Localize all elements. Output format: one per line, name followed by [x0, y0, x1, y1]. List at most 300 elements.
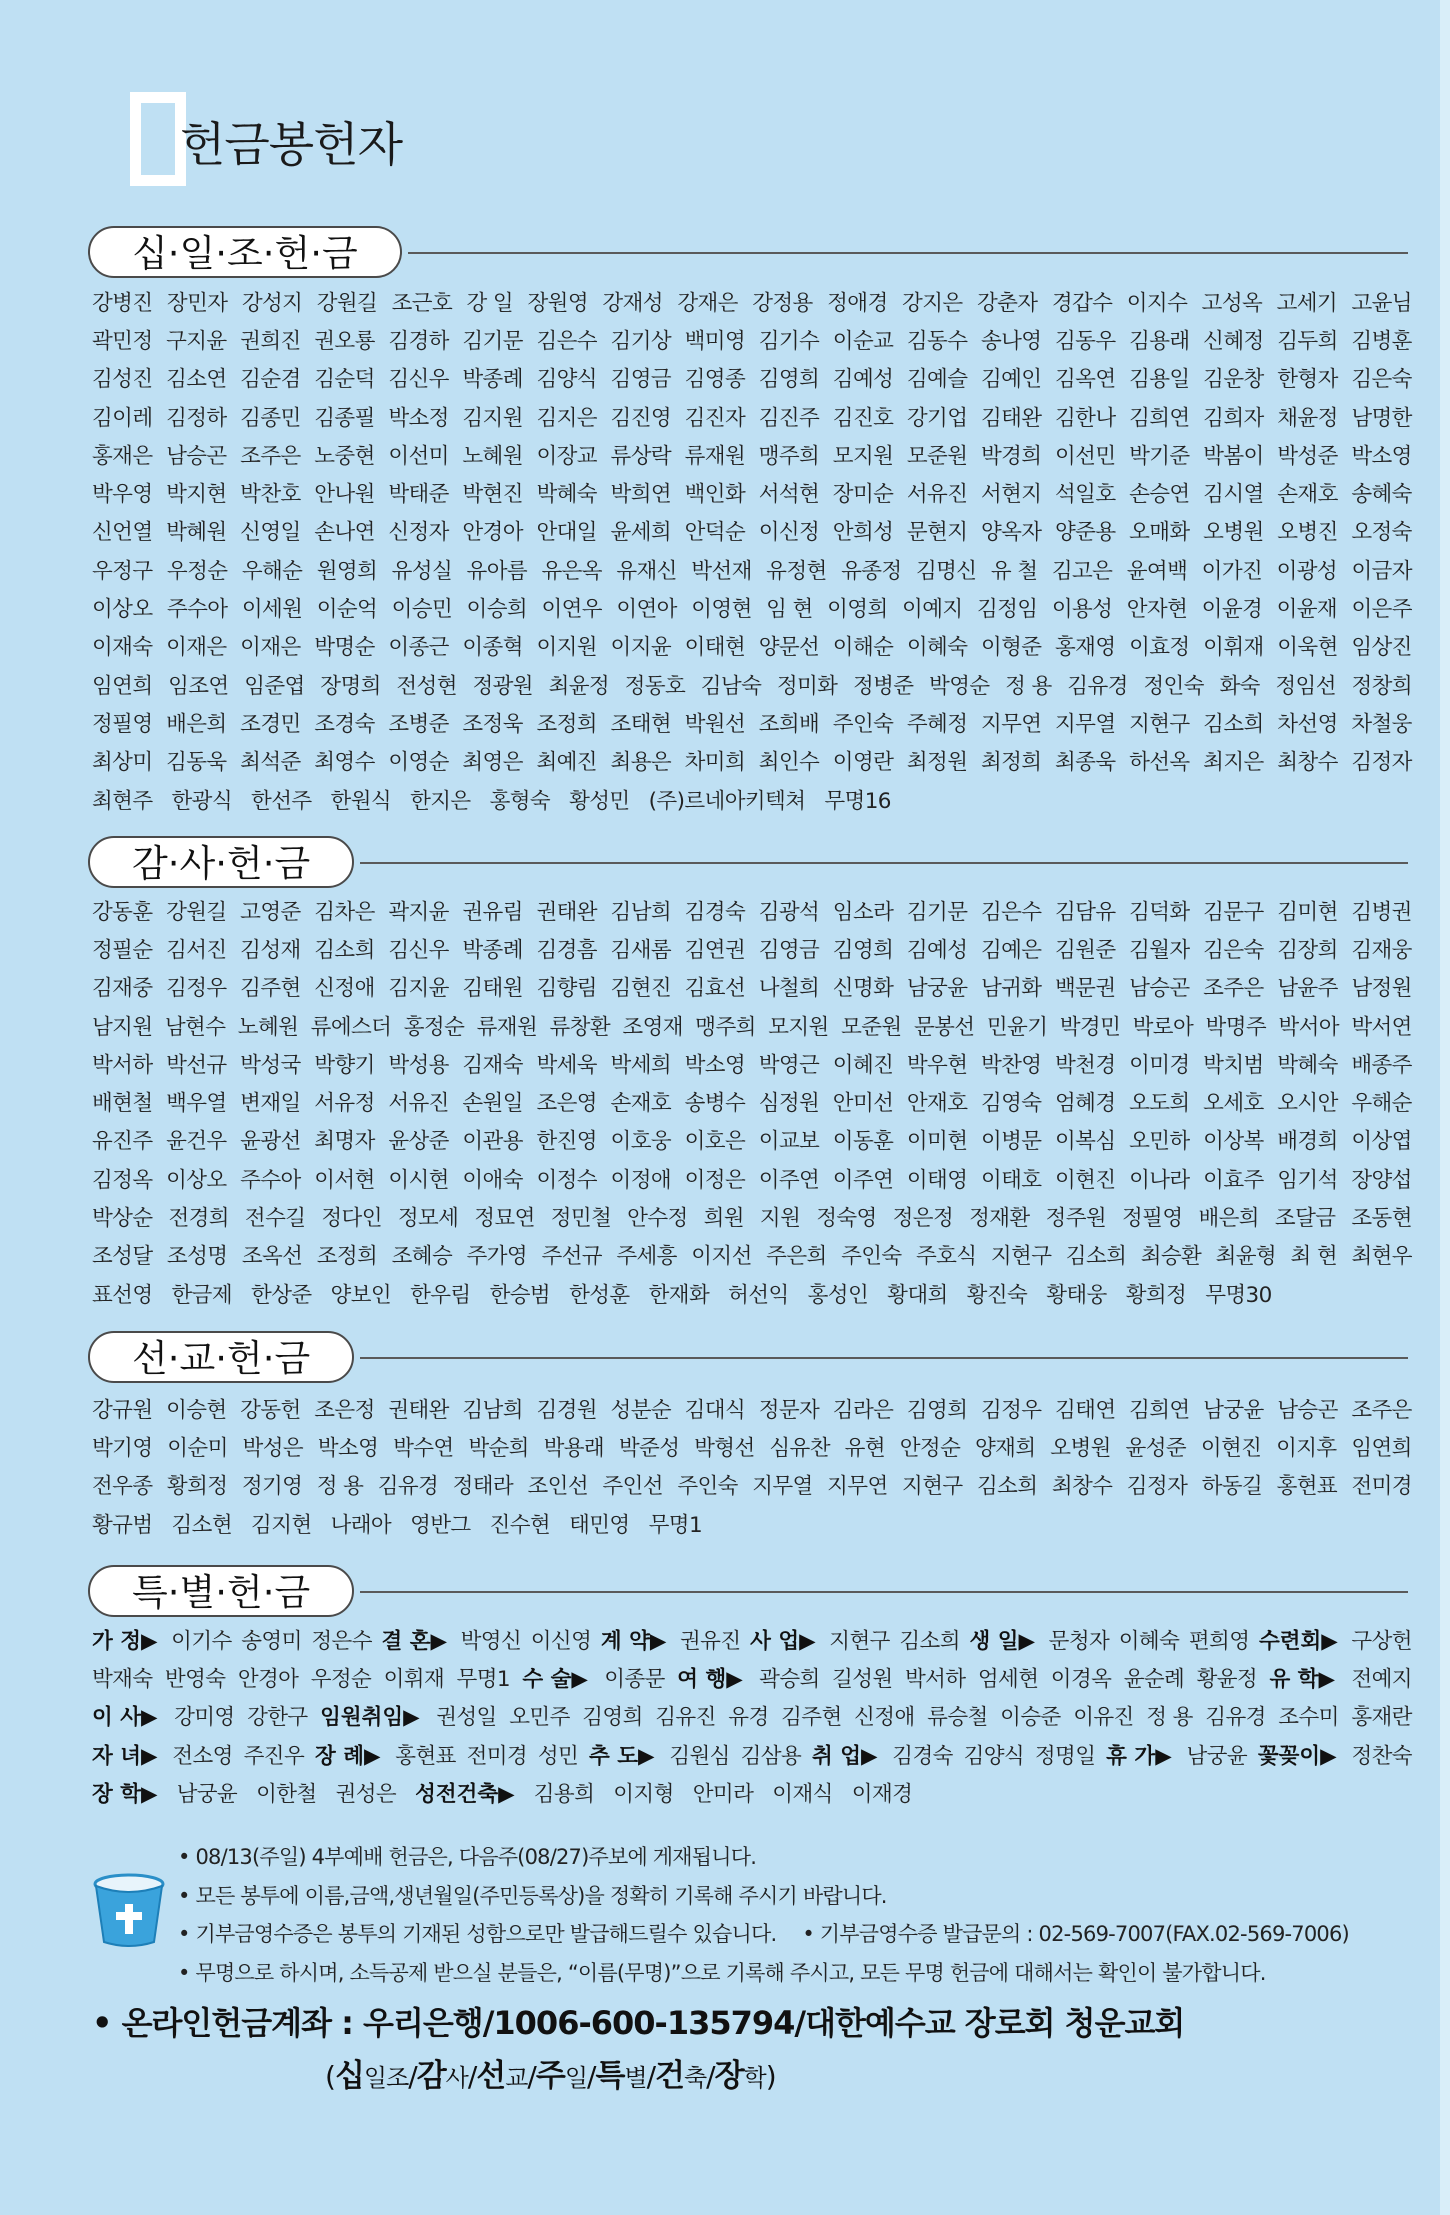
donor-name: 황윤정: [1196, 1666, 1258, 1692]
donor-name: 박선규: [166, 1052, 227, 1078]
donor-name: 변재일: [240, 1091, 301, 1117]
donor-name: 이경옥: [1050, 1666, 1112, 1692]
donor-name: 양문선: [758, 635, 820, 661]
donor-name: 이지형: [613, 1781, 674, 1807]
donor-name: 이효주: [1203, 1167, 1264, 1193]
donor-name: 김태원: [462, 976, 523, 1002]
donor-name: 표선영: [92, 1282, 153, 1308]
offering-type-rest: 축: [683, 2064, 707, 2092]
donor-name: 안자현: [1126, 597, 1188, 623]
donor-name: 정찬숙: [1351, 1743, 1412, 1769]
donor-name: 김주현: [240, 976, 301, 1002]
donor-name: 김영희: [758, 367, 820, 393]
donor-name: 문봉선: [913, 1014, 975, 1040]
donor-name: 조경민: [240, 711, 301, 737]
donor-name: 안나원: [314, 482, 375, 508]
donor-name: 주인선: [602, 1474, 663, 1500]
section-header-thanks: [88, 836, 1408, 890]
donor-name: 주수아: [240, 1167, 301, 1193]
donor-name: 강성지: [241, 290, 303, 316]
donor-name: 나래아: [330, 1512, 392, 1538]
donor-name: 서유진: [906, 482, 968, 508]
donor-name: 유현: [844, 1435, 885, 1461]
donor-name: 박기영: [92, 1435, 153, 1461]
donor-name: 임 현: [766, 597, 813, 623]
donor-name: 박명주: [1205, 1014, 1267, 1040]
donor-name: 권유림: [462, 899, 523, 925]
donor-name: 김정하: [166, 405, 227, 431]
donor-name: 안정순: [899, 1435, 961, 1461]
donor-name: 유진주: [92, 1129, 153, 1155]
name-row: [92, 780, 1412, 818]
donor-name: 손승연: [1129, 482, 1190, 508]
donor-name: 박세희: [610, 1052, 672, 1078]
donor-name: 김진호: [832, 405, 894, 431]
name-row: [92, 1427, 1412, 1465]
donor-name: 안대일: [536, 520, 597, 546]
donor-name: 전예지: [1351, 1666, 1412, 1692]
offering-type-rest: 사: [445, 2064, 468, 2092]
donor-name: 이장교: [536, 443, 597, 469]
donor-name: 김영금: [758, 937, 820, 963]
donor-name: 김소희: [314, 937, 375, 963]
donor-name: 김용희: [533, 1781, 595, 1807]
donor-name: 박세욱: [536, 1052, 597, 1078]
donor-name: 노혜원: [237, 1014, 299, 1040]
donor-name: 전수길: [244, 1206, 306, 1232]
donor-name: 김효선: [684, 976, 746, 1002]
donor-name: 경갑수: [1051, 290, 1113, 316]
donor-name: 고성옥: [1201, 290, 1263, 316]
donor-name: 한상준: [251, 1282, 312, 1308]
name-row: [92, 1082, 1412, 1120]
donor-name: 이순억: [316, 597, 378, 623]
donor-name: 이신정: [758, 520, 820, 546]
donor-name: 권유진: [680, 1628, 741, 1654]
section-divider: [360, 862, 1408, 864]
name-row: [92, 1504, 1412, 1542]
donor-name: 김영종: [684, 367, 746, 393]
donor-name: 김동욱: [166, 750, 227, 776]
donor-name: 민윤기: [986, 1014, 1048, 1040]
donor-name: 이상복: [1203, 1129, 1264, 1155]
donor-name: 송병수: [684, 1091, 746, 1117]
donor-name: 정임선: [1275, 673, 1336, 699]
donor-name: 최현주: [92, 788, 153, 814]
name-row: [92, 1006, 1412, 1044]
donor-name: 윤세희: [610, 520, 672, 546]
donor-name: 노중현: [314, 443, 375, 469]
offering-category-label: 성전건축▶: [415, 1781, 515, 1807]
donor-name: 정 용: [316, 1474, 364, 1500]
donor-name: 이동훈: [832, 1129, 894, 1155]
donor-name: 임상진: [1351, 635, 1412, 661]
offering-type-initial: 감: [416, 2058, 446, 2094]
donor-name: 이종문: [604, 1666, 665, 1692]
offering-category-label: 이 사▶: [92, 1705, 158, 1731]
donor-name: 지현구: [990, 1244, 1052, 1270]
donor-name: 정태라: [452, 1474, 514, 1500]
donor-name: 박서하: [904, 1666, 966, 1692]
donor-name: 최창수: [1277, 750, 1338, 776]
donor-name: 김지윤: [388, 976, 449, 1002]
donor-name: 박형선: [694, 1435, 755, 1461]
donor-name: (주)르네아키텍쳐: [648, 788, 806, 814]
name-row: [92, 1274, 1412, 1312]
donor-name: 박봄이: [1203, 443, 1264, 469]
donor-name: 김미현: [1277, 899, 1338, 925]
donor-name: 지무열: [1055, 711, 1116, 737]
donor-name: 박지현: [166, 482, 227, 508]
donor-name: 남궁윤: [1186, 1743, 1248, 1769]
donor-name: 신정애: [314, 976, 375, 1002]
donor-name: 박소영: [1351, 443, 1412, 469]
donor-name: 조인선: [527, 1474, 589, 1500]
offering-category-label: 임원취임▶: [320, 1705, 420, 1731]
donor-name: 김지현: [251, 1512, 312, 1538]
donor-name: 안경아: [237, 1666, 299, 1692]
donor-name: 최영은: [462, 750, 523, 776]
donor-name: 문청자: [1048, 1628, 1110, 1654]
donor-name: 김재웅: [1351, 937, 1412, 963]
donor-name: 박선재: [691, 558, 752, 584]
donor-name: 김양식: [963, 1743, 1025, 1769]
donor-name: 박우영: [92, 482, 153, 508]
donor-name: 한성훈: [569, 1282, 630, 1308]
donor-name: 백우열: [166, 1091, 227, 1117]
donor-name: 윤순례: [1123, 1666, 1185, 1692]
offering-type-rest: 교: [505, 2064, 528, 2092]
donor-name: 조희배: [758, 711, 820, 737]
donor-name: 박희연: [610, 482, 672, 508]
name-row: [92, 891, 1412, 929]
name-row: [92, 703, 1412, 741]
donor-name: 정필영: [92, 711, 153, 737]
donor-name: 김소연: [166, 367, 227, 393]
donor-name: 김정우: [980, 1397, 1042, 1423]
donor-name: 우해순: [1351, 1091, 1412, 1117]
donor-name: 정애경: [827, 290, 888, 316]
donor-name: 이영순: [388, 750, 449, 776]
donor-name: 임조연: [168, 673, 229, 699]
donor-name: 강동헌: [240, 1397, 301, 1423]
donor-name: 전소영: [172, 1743, 233, 1769]
donor-name: 장원영: [527, 290, 589, 316]
donor-name: 김덕화: [1129, 899, 1190, 925]
donor-name: 이효정: [1129, 635, 1190, 661]
donor-name: 이현진: [1200, 1435, 1262, 1461]
donor-name: 김남숙: [700, 673, 762, 699]
offering-category-label: 자 녀▶: [92, 1743, 158, 1769]
donor-name: 홍재은: [92, 443, 153, 469]
donor-name: 태민영: [569, 1512, 630, 1538]
donor-name: 차선영: [1277, 711, 1338, 737]
name-row: [92, 1044, 1412, 1082]
donor-name: 오병원: [1050, 1435, 1111, 1461]
donor-name: 정 용: [1005, 673, 1052, 699]
offering-category-label: 결 혼▶: [381, 1628, 448, 1654]
donor-name: 정명일: [1034, 1743, 1096, 1769]
donor-name: 성민: [537, 1743, 579, 1769]
donor-name: 이혜진: [832, 1052, 894, 1078]
donor-name: 박성국: [240, 1052, 301, 1078]
donor-name: 이태영: [906, 1167, 968, 1193]
donor-name: 김월자: [1129, 937, 1190, 963]
donor-name: 배은희: [1198, 1206, 1259, 1232]
donor-name: 홍재영: [1055, 635, 1116, 661]
donor-name: 이지후: [1276, 1435, 1337, 1461]
donor-name: 권오룡: [314, 328, 375, 354]
donor-name: 유재신: [616, 558, 677, 584]
donor-name: 박기준: [1129, 443, 1190, 469]
donor-name: 홍성인: [807, 1282, 869, 1308]
donor-name: 김대식: [684, 1397, 746, 1423]
donor-name: 김영숙: [980, 1091, 1042, 1117]
donor-name: 신명화: [832, 976, 894, 1002]
donor-name: 김명신: [915, 558, 977, 584]
donor-name: 이혜숙: [1118, 1628, 1180, 1654]
name-row: [92, 1197, 1412, 1235]
donor-name: 유아름: [466, 558, 528, 584]
donor-name: 김장희: [1277, 937, 1338, 963]
donor-name: 김양식: [536, 367, 597, 393]
donor-name: 강규원: [92, 1397, 153, 1423]
donor-name: 이호은: [684, 1129, 746, 1155]
donor-name: 김한나: [1055, 405, 1116, 431]
donor-name: 양보인: [330, 1282, 392, 1308]
donor-name: 강재은: [677, 290, 738, 316]
donor-name: 유성실: [391, 558, 453, 584]
donor-name: 김연권: [684, 937, 746, 963]
donor-name: 한금제: [171, 1282, 233, 1308]
donor-name: 김희연: [1129, 1397, 1190, 1423]
donor-name: 김새롬: [610, 937, 672, 963]
donor-name: 최현우: [1351, 1244, 1412, 1270]
donor-name: 김진자: [684, 405, 746, 431]
mission-name-list: [92, 1389, 1412, 1542]
donor-name: 송나영: [980, 328, 1042, 354]
offering-category-label: 장 례▶: [314, 1743, 381, 1769]
donor-name: 권태완: [536, 899, 597, 925]
donor-name: 희원: [703, 1206, 744, 1232]
donor-name: 박소영: [684, 1052, 746, 1078]
offering-category-label: 계 약▶: [600, 1628, 667, 1654]
donor-name: 박향기: [314, 1052, 375, 1078]
donor-name: 이선미: [388, 443, 449, 469]
donor-name: 남정원: [1351, 976, 1412, 1002]
donor-name: 이나라: [1129, 1167, 1190, 1193]
donor-name: 강원길: [316, 290, 378, 316]
donor-name: 이영란: [832, 750, 894, 776]
donor-name: 김소희: [1203, 711, 1264, 737]
donor-name: 주인숙: [841, 1244, 902, 1270]
donor-name: 신정자: [388, 520, 449, 546]
donor-name: 김희연: [1129, 405, 1190, 431]
donor-name: 김이레: [92, 405, 153, 431]
donor-name: 한형자: [1277, 367, 1338, 393]
name-row: [92, 742, 1412, 780]
donor-name: 손원일: [462, 1091, 523, 1117]
donor-name: 김순덕: [314, 367, 375, 393]
donor-name: 박천경: [1055, 1052, 1116, 1078]
donor-name: 이주연: [832, 1167, 894, 1193]
donor-name: 이태호: [980, 1167, 1042, 1193]
donor-name: 조동현: [1351, 1206, 1412, 1232]
donor-name: 김정옥: [92, 1167, 153, 1193]
donor-name: 권태완: [388, 1397, 449, 1423]
donor-name: 김주현: [781, 1705, 842, 1731]
donor-name: 이지원: [536, 635, 597, 661]
donor-name: 이해순: [832, 635, 894, 661]
donor-name: 배은희: [166, 711, 227, 737]
donor-name: 이승준: [1000, 1705, 1061, 1731]
donor-name: 박소정: [388, 405, 449, 431]
donor-name: 강한구: [247, 1705, 308, 1731]
donor-name: 최명자: [314, 1129, 375, 1155]
donor-name: 백문권: [1055, 976, 1116, 1002]
donor-name: 남귀화: [980, 976, 1042, 1002]
donor-name: 이종혁: [462, 635, 523, 661]
donor-name: 황규범: [92, 1512, 153, 1538]
donor-name: 조태현: [610, 711, 672, 737]
name-row: [92, 435, 1412, 473]
donor-name: 김예성: [832, 367, 894, 393]
donor-name: 주혜정: [906, 711, 968, 737]
donor-name: 이순교: [832, 328, 894, 354]
donor-name: 심정원: [758, 1091, 820, 1117]
donor-name: 박혜숙: [536, 482, 597, 508]
donor-name: 박순희: [468, 1435, 529, 1461]
donor-name: 이욱현: [1277, 635, 1338, 661]
donor-name: 손재호: [610, 1091, 672, 1117]
donor-name: 고영준: [240, 899, 301, 925]
donor-name: 남승곤: [166, 443, 227, 469]
name-row: [92, 929, 1412, 967]
name-row: [92, 1620, 1412, 1658]
donor-name: 황성민: [569, 788, 630, 814]
donor-name: 박서연: [1351, 1014, 1412, 1040]
donor-name: 우정순: [310, 1666, 372, 1692]
donor-name: 손나연: [314, 520, 375, 546]
donor-name: 이정애: [610, 1167, 672, 1193]
donor-name: 황진숙: [966, 1282, 1028, 1308]
donor-name: 송영미: [241, 1628, 302, 1654]
donor-name: 김기문: [906, 899, 968, 925]
donor-name: 한원식: [330, 788, 392, 814]
donor-name: 이승민: [391, 597, 453, 623]
donor-name: 박준성: [618, 1435, 680, 1461]
donor-name: 김병훈: [1351, 328, 1412, 354]
donor-name: 주세흥: [616, 1244, 677, 1270]
donor-name: 김원심: [669, 1743, 730, 1769]
donor-name: 조성명: [166, 1244, 228, 1270]
donor-name: 장미순: [832, 482, 894, 508]
donor-name: 조수미: [1278, 1705, 1339, 1731]
donor-name: 조성달: [92, 1244, 153, 1270]
donor-name: 정광원: [472, 673, 533, 699]
donor-name: 남현수: [164, 1014, 226, 1040]
donor-name: 박경민: [1059, 1014, 1121, 1040]
account-offering-types: (십일조/감사/선교/주일/특별/건축/장학): [325, 2058, 776, 2094]
donor-name: 성분순: [610, 1397, 672, 1423]
offering-type-rest: 일조: [363, 2064, 409, 2092]
donor-name: 정은수: [311, 1628, 372, 1654]
donor-name: 이예지: [902, 597, 963, 623]
donor-name: 안미선: [832, 1091, 894, 1117]
name-row: [92, 1466, 1412, 1504]
donor-name: 양준용: [1055, 520, 1116, 546]
donor-name: 화숙: [1219, 673, 1260, 699]
section-header-tithe: [88, 226, 1408, 280]
donor-name: 박종례: [462, 367, 523, 393]
donor-name: 김진주: [758, 405, 820, 431]
donor-name: 윤건우: [166, 1129, 227, 1155]
donor-name: 김예성: [906, 937, 968, 963]
notice-item: • 기부금영수증은 봉투의 기재된 성함으로만 발급해드릴수 있습니다.: [178, 1922, 777, 1946]
donor-name: 남윤주: [1277, 976, 1338, 1002]
donor-name: 정묘연: [474, 1206, 535, 1232]
donor-name: 박용래: [543, 1435, 605, 1461]
donor-name: 김희자: [1203, 405, 1264, 431]
donor-name: 김예인: [980, 367, 1042, 393]
donor-name: 이지윤: [610, 635, 672, 661]
donor-name: 한선주: [251, 788, 312, 814]
donor-name: 강 일: [466, 290, 514, 316]
donor-name: 박로아: [1132, 1014, 1194, 1040]
donor-name: 강지은: [902, 290, 963, 316]
donor-name: 김정임: [976, 597, 1038, 623]
offering-type-initial: 건: [655, 2058, 684, 2094]
donor-name: 이병문: [980, 1129, 1042, 1155]
offering-category-label: 꽃꽂이▶: [1257, 1743, 1337, 1769]
donor-name: 박치범: [1203, 1052, 1264, 1078]
donor-name: 조영재: [622, 1014, 683, 1040]
donor-name: 조주은: [1351, 1397, 1412, 1423]
donor-name: 이금자: [1351, 558, 1412, 584]
donor-name: 오도희: [1129, 1091, 1190, 1117]
donor-name: 남궁윤: [906, 976, 968, 1002]
donor-name: 윤성준: [1125, 1435, 1187, 1461]
donor-name: 김종필: [314, 405, 375, 431]
donor-name: 원영희: [316, 558, 378, 584]
name-row: [92, 1773, 1412, 1811]
donor-name: 김차은: [314, 899, 375, 925]
offering-type-rest: 학: [743, 2064, 766, 2092]
donor-name: 홍재란: [1351, 1705, 1412, 1731]
donor-name: 김담유: [1055, 899, 1116, 925]
donor-name: 전미경: [1351, 1474, 1412, 1500]
donor-name: 김경숙: [892, 1743, 953, 1769]
donor-name: 고세기: [1276, 290, 1338, 316]
donor-name: 주가영: [466, 1244, 528, 1270]
offering-category-label: 취 업▶: [811, 1743, 878, 1769]
donor-name: 주진우: [243, 1743, 305, 1769]
donor-name: 오병원: [1203, 520, 1264, 546]
donor-name: 임연희: [92, 673, 153, 699]
donor-name: 박우현: [906, 1052, 968, 1078]
donor-name: 최윤형: [1215, 1244, 1277, 1270]
name-row: [92, 1735, 1412, 1773]
donor-name: 우해순: [241, 558, 303, 584]
donor-name: 김기상: [610, 328, 672, 354]
donor-name: 이재은: [240, 635, 301, 661]
donor-name: 강기업: [906, 405, 968, 431]
donor-name: 남명한: [1351, 405, 1412, 431]
donor-name: 이선민: [1055, 443, 1116, 469]
offering-category-label: 추 도▶: [589, 1743, 655, 1769]
donor-name: 오민주: [509, 1705, 570, 1731]
donor-name: 정 용: [1146, 1705, 1193, 1731]
